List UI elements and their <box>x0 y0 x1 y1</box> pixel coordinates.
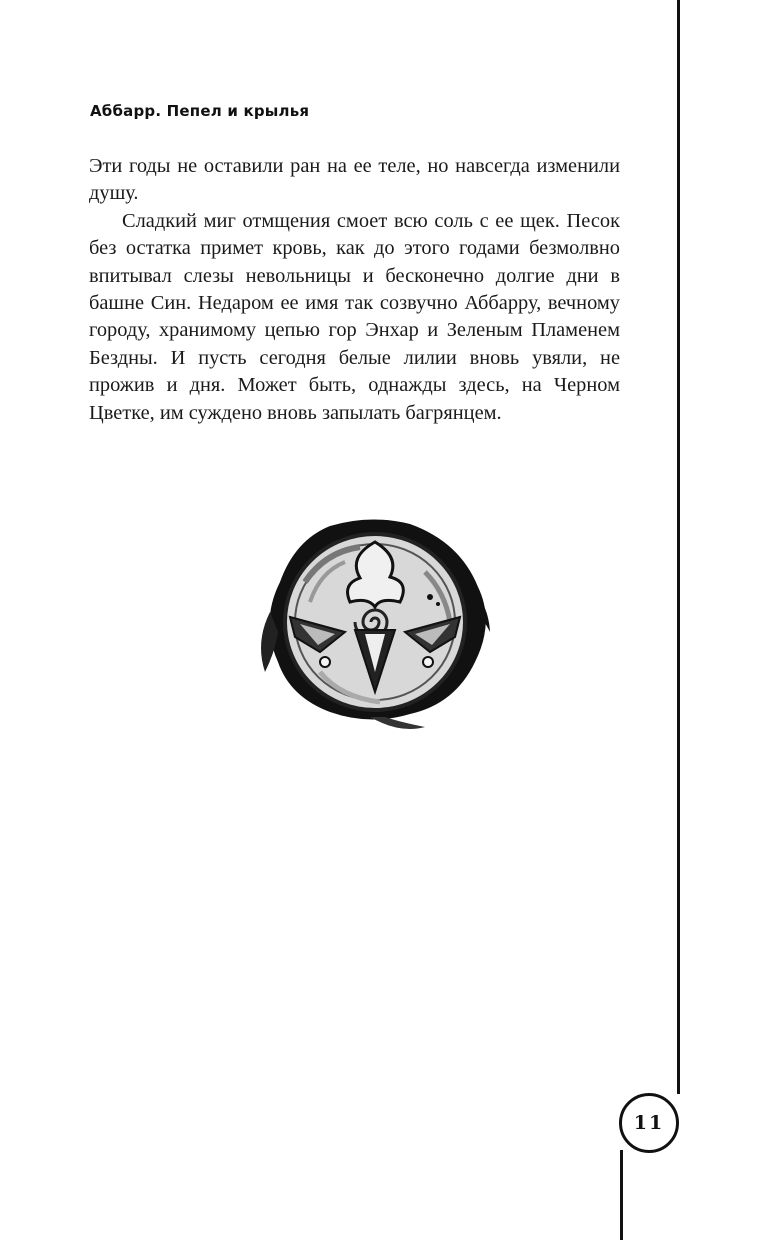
ornamental-round-emblem-icon <box>250 512 500 742</box>
margin-rule-upper <box>677 0 680 1094</box>
page-number-badge <box>619 1093 679 1153</box>
running-header: Аббарр. Пепел и крылья <box>90 102 310 120</box>
page-number: 11 <box>633 1112 665 1134</box>
paragraph: Сладкий миг отмщения смоет всю соль с ее щек. Песок без остатка примет кровь, как до этого годами безмолвно впитывал слезы невольницы и бесконечно долгие дни в башне Син. Недаром ее имя так созвучно Аббарру, вечному городу, хранимому цепью гор Энхар и Зеленым Пламенем Бездны. И пусть сегодня белые лилии вновь увяли, не прожив и дня. Может быть, однажды здесь, на Черном Цветке, им суждено вновь запылать багрянцем. <box>89 209 620 424</box>
paragraph: Эти годы не оставили ран на ее теле, но навсегда изменили душу. <box>89 155 620 205</box>
margin-rule-lower <box>620 1150 623 1240</box>
body-text <box>89 153 620 427</box>
